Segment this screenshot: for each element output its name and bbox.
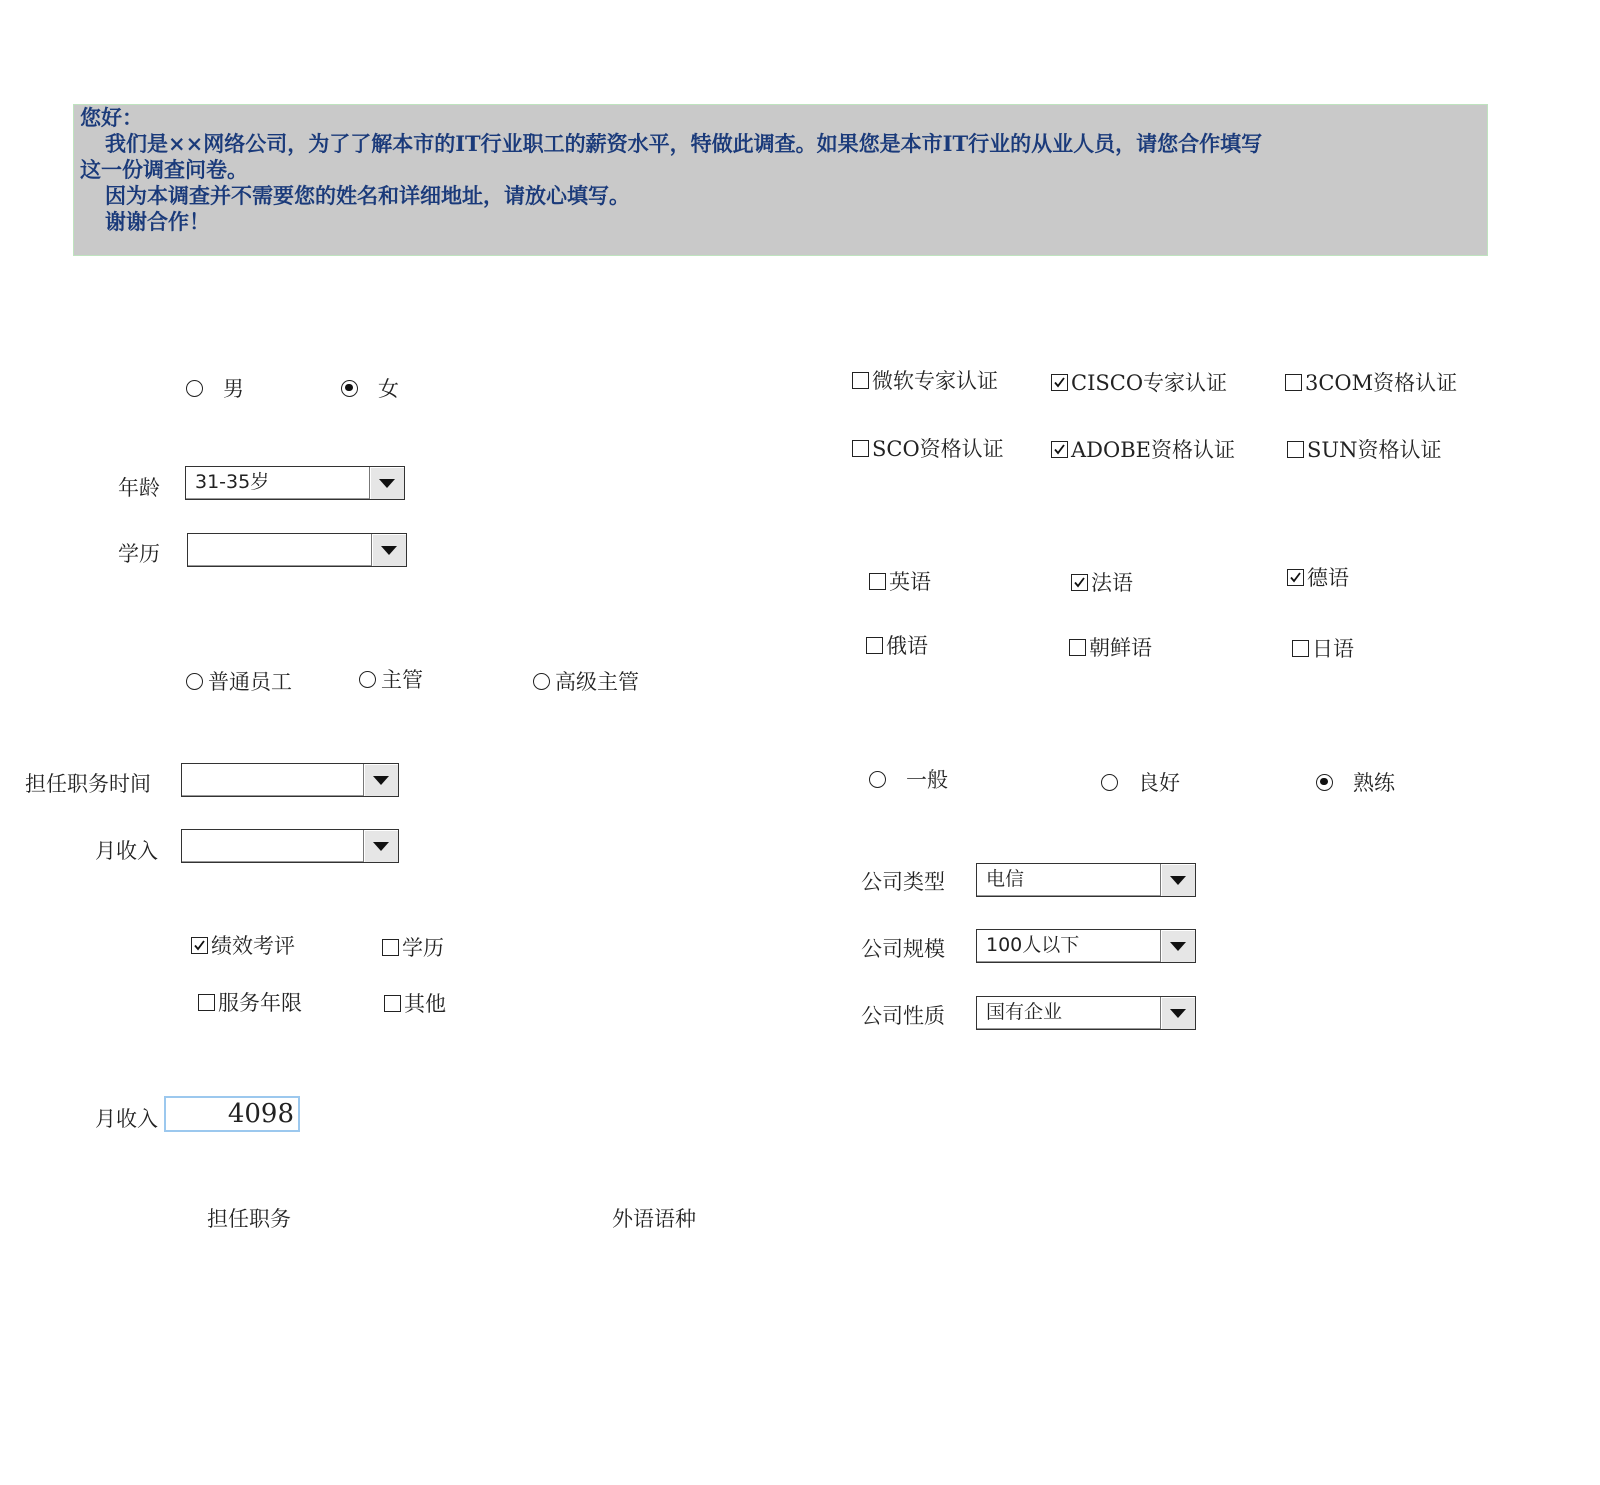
chevron-down-icon xyxy=(1170,1009,1186,1018)
monthly-income-select-label: 月收入 xyxy=(95,839,158,863)
chevron-down-icon xyxy=(1170,876,1186,885)
lang-english-checkbox[interactable] xyxy=(869,566,931,596)
intro-line-4: 谢谢合作！ xyxy=(105,209,210,234)
tenure-value xyxy=(182,764,363,796)
tenure-dropdown-button[interactable] xyxy=(363,764,398,796)
position-radio-senior-supervisor[interactable] xyxy=(533,666,639,696)
position-label-staff: 普通员工 xyxy=(208,670,292,694)
gender-label-male: 男 xyxy=(223,377,244,401)
cert-sun-checkbox[interactable] xyxy=(1287,434,1441,464)
salary-basis-seniority-checkbox[interactable] xyxy=(198,987,302,1017)
chevron-down-icon xyxy=(381,546,397,555)
radio-selected-icon xyxy=(1316,774,1333,791)
checkbox-checked-icon xyxy=(1287,569,1304,586)
cert-sco-checkbox[interactable] xyxy=(852,433,1004,463)
checkbox-icon xyxy=(866,637,883,654)
proficiency-label-average: 一般 xyxy=(906,768,948,792)
company-type-dropdown-button[interactable] xyxy=(1160,864,1195,896)
monthly-income-value-cell[interactable]: 4098 xyxy=(164,1096,300,1132)
position-radio-staff[interactable] xyxy=(186,666,292,696)
radio-icon xyxy=(533,673,550,690)
checkbox-icon xyxy=(1285,374,1302,391)
lang-russian-label: 俄语 xyxy=(886,634,928,658)
lang-korean-checkbox[interactable] xyxy=(1069,632,1152,662)
lang-korean-label: 朝鲜语 xyxy=(1089,636,1152,660)
company-size-select[interactable] xyxy=(976,929,1196,963)
checkbox-checked-icon xyxy=(1051,374,1068,391)
monthly-income-dropdown-button[interactable] xyxy=(363,830,398,862)
lang-japanese-checkbox[interactable] xyxy=(1292,633,1354,663)
cert-adobe-label: ADOBE资格认证 xyxy=(1071,438,1235,462)
tenure-label: 担任职务时间 xyxy=(25,772,151,796)
radio-icon xyxy=(186,380,203,397)
age-select[interactable] xyxy=(185,466,405,500)
lang-french-label: 法语 xyxy=(1091,571,1133,595)
radio-icon xyxy=(359,671,376,688)
intro-line-3: 因为本调查并不需要您的姓名和详细地址，请放心填写。 xyxy=(105,183,630,208)
company-size-dropdown-button[interactable] xyxy=(1160,930,1195,962)
intro-banner xyxy=(73,104,1488,256)
salary-basis-seniority-label: 服务年限 xyxy=(218,991,302,1015)
checkbox-icon xyxy=(852,372,869,389)
company-nature-label: 公司性质 xyxy=(861,1004,945,1028)
radio-icon xyxy=(186,673,203,690)
radio-selected-icon xyxy=(341,380,358,397)
age-value: 31-35岁 xyxy=(195,471,270,493)
position-label-supervisor: 主管 xyxy=(381,668,423,692)
checkbox-icon xyxy=(869,573,886,590)
cert-3com-label: 3COM资格认证 xyxy=(1305,371,1458,395)
education-select[interactable] xyxy=(187,533,407,567)
proficiency-label-good: 良好 xyxy=(1138,771,1180,795)
salary-basis-performance-label: 绩效考评 xyxy=(211,934,295,958)
salary-basis-education-checkbox[interactable] xyxy=(382,932,444,962)
footer-label-language: 外语语种 xyxy=(612,1207,696,1231)
company-type-value: 电信 xyxy=(986,868,1025,890)
proficiency-radio-proficient[interactable] xyxy=(1316,767,1395,797)
intro-line-1: 我们是××网络公司，为了了解本市的IT行业职工的薪资水平，特做此调查。如果您是本市IT行业的从业人员，请您合作填写 xyxy=(105,131,1263,156)
proficiency-radio-average[interactable] xyxy=(869,764,948,794)
checkbox-checked-icon xyxy=(1071,574,1088,591)
intro-greeting: 您好： xyxy=(80,105,143,130)
lang-russian-checkbox[interactable] xyxy=(866,630,928,660)
radio-icon xyxy=(869,771,886,788)
footer-label-position: 担任职务 xyxy=(207,1207,291,1231)
company-nature-value: 国有企业 xyxy=(986,1001,1063,1023)
salary-basis-other-checkbox[interactable] xyxy=(384,988,446,1018)
checkbox-icon xyxy=(852,440,869,457)
chevron-down-icon xyxy=(1170,942,1186,951)
lang-french-checkbox[interactable] xyxy=(1071,567,1133,597)
lang-german-label: 德语 xyxy=(1307,566,1349,590)
company-nature-select[interactable] xyxy=(976,996,1196,1030)
company-nature-dropdown-button[interactable] xyxy=(1160,997,1195,1029)
tenure-select[interactable] xyxy=(181,763,399,797)
education-label: 学历 xyxy=(118,542,160,566)
cert-cisco-label: CISCO专家认证 xyxy=(1071,371,1228,395)
lang-german-checkbox[interactable] xyxy=(1287,562,1349,592)
cert-microsoft-label: 微软专家认证 xyxy=(872,369,998,393)
salary-basis-education-label: 学历 xyxy=(402,936,444,960)
chevron-down-icon xyxy=(379,479,395,488)
salary-basis-performance-checkbox[interactable] xyxy=(191,930,295,960)
company-type-label: 公司类型 xyxy=(861,870,945,894)
radio-icon xyxy=(1101,774,1118,791)
age-dropdown-button[interactable] xyxy=(369,467,404,499)
cert-microsoft-checkbox[interactable] xyxy=(852,365,998,395)
lang-english-label: 英语 xyxy=(889,570,931,594)
cert-3com-checkbox[interactable] xyxy=(1285,367,1457,397)
salary-basis-other-label: 其他 xyxy=(404,992,446,1016)
monthly-income-select[interactable] xyxy=(181,829,399,863)
cert-adobe-checkbox[interactable] xyxy=(1051,434,1235,464)
checkbox-icon xyxy=(1287,441,1304,458)
chevron-down-icon xyxy=(373,776,389,785)
gender-radio-male[interactable] xyxy=(186,373,244,403)
education-value xyxy=(188,534,371,566)
checkbox-icon xyxy=(384,995,401,1012)
monthly-income-select-value xyxy=(182,830,363,862)
company-type-select[interactable] xyxy=(976,863,1196,897)
chevron-down-icon xyxy=(373,842,389,851)
cert-cisco-checkbox[interactable] xyxy=(1051,367,1227,397)
monthly-income-label: 月收入 xyxy=(95,1107,158,1131)
lang-japanese-label: 日语 xyxy=(1312,637,1354,661)
checkbox-icon xyxy=(198,994,215,1011)
proficiency-radio-good[interactable] xyxy=(1101,767,1180,797)
cert-sun-label: SUN资格认证 xyxy=(1307,438,1442,462)
gender-label-female: 女 xyxy=(378,377,399,401)
education-dropdown-button[interactable] xyxy=(371,534,406,566)
company-size-value: 100人以下 xyxy=(986,934,1080,956)
cert-sco-label: SCO资格认证 xyxy=(872,437,1004,461)
checkbox-icon xyxy=(1292,640,1309,657)
age-label: 年龄 xyxy=(118,476,160,500)
checkbox-icon xyxy=(382,939,399,956)
proficiency-label-proficient: 熟练 xyxy=(1353,771,1395,795)
checkbox-checked-icon xyxy=(1051,441,1068,458)
position-label-senior-supervisor: 高级主管 xyxy=(555,670,639,694)
company-size-label: 公司规模 xyxy=(861,937,945,961)
gender-radio-female[interactable] xyxy=(341,373,399,403)
checkbox-icon xyxy=(1069,639,1086,656)
checkbox-checked-icon xyxy=(191,937,208,954)
position-radio-supervisor[interactable] xyxy=(359,664,423,694)
intro-line-2: 这一份调查问卷。 xyxy=(80,157,248,182)
